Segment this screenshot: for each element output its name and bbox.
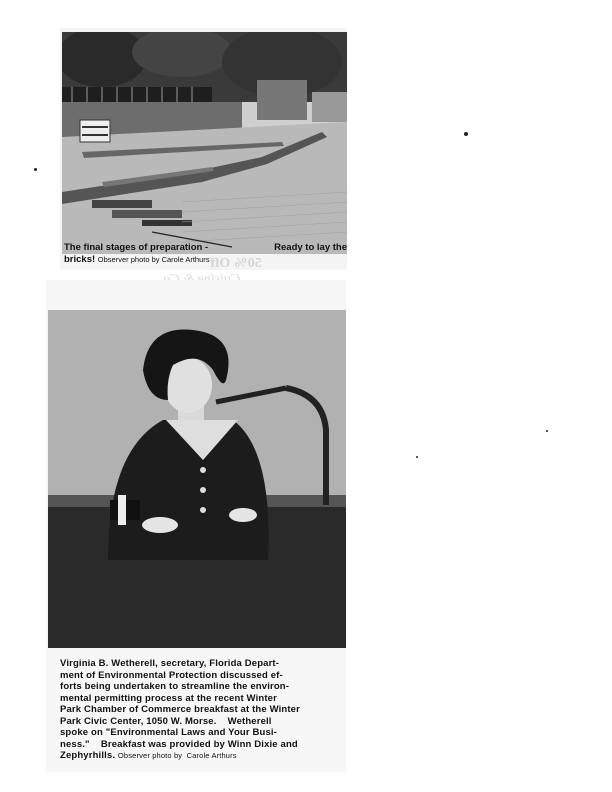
construction-photo [62, 32, 347, 254]
photo-credit-bottom: Observer photo by Carole Arthurs [117, 751, 237, 760]
caption-line: forts being undertaken to streamline the environ- [60, 681, 290, 692]
caption-last-line: Zephyrhills. [60, 750, 116, 761]
speck [34, 168, 37, 171]
caption-line: Virginia B. Wetherell, secretary, Florida Depart- [60, 658, 280, 669]
photo-credit-top: Observer photo by Carole Arthurs [97, 255, 210, 264]
bottom-caption [60, 658, 344, 762]
caption-part-one: The final stages of preparation - [64, 242, 209, 253]
caption-line: ness." Breakfast was provided by Winn Dixie and [60, 738, 298, 750]
speck [464, 132, 468, 136]
bleed-line-one: 50% Off [210, 256, 262, 271]
caption-line: Park Civic Center, 1050 W. Morse. Wetherell [60, 715, 272, 727]
caption-line: mental permitting process at the recent Winter [60, 692, 277, 704]
caption-line: spoke on "Environmental Laws and Your Busi- [60, 727, 277, 738]
speaker-photo [48, 310, 346, 648]
caption-part-two: Ready to lay the [274, 242, 347, 253]
speaker-image [48, 310, 346, 648]
caption-line: Park Chamber of Commerce breakfast at the Winter [60, 704, 300, 715]
speck [546, 430, 548, 432]
caption-line-two: bricks! [64, 254, 96, 265]
construction-image [62, 32, 347, 254]
top-clipping [60, 28, 347, 270]
speck [416, 456, 418, 458]
caption-line: ment of Environmental Protection discussed ef- [60, 669, 283, 681]
bottom-clipping [46, 280, 346, 772]
